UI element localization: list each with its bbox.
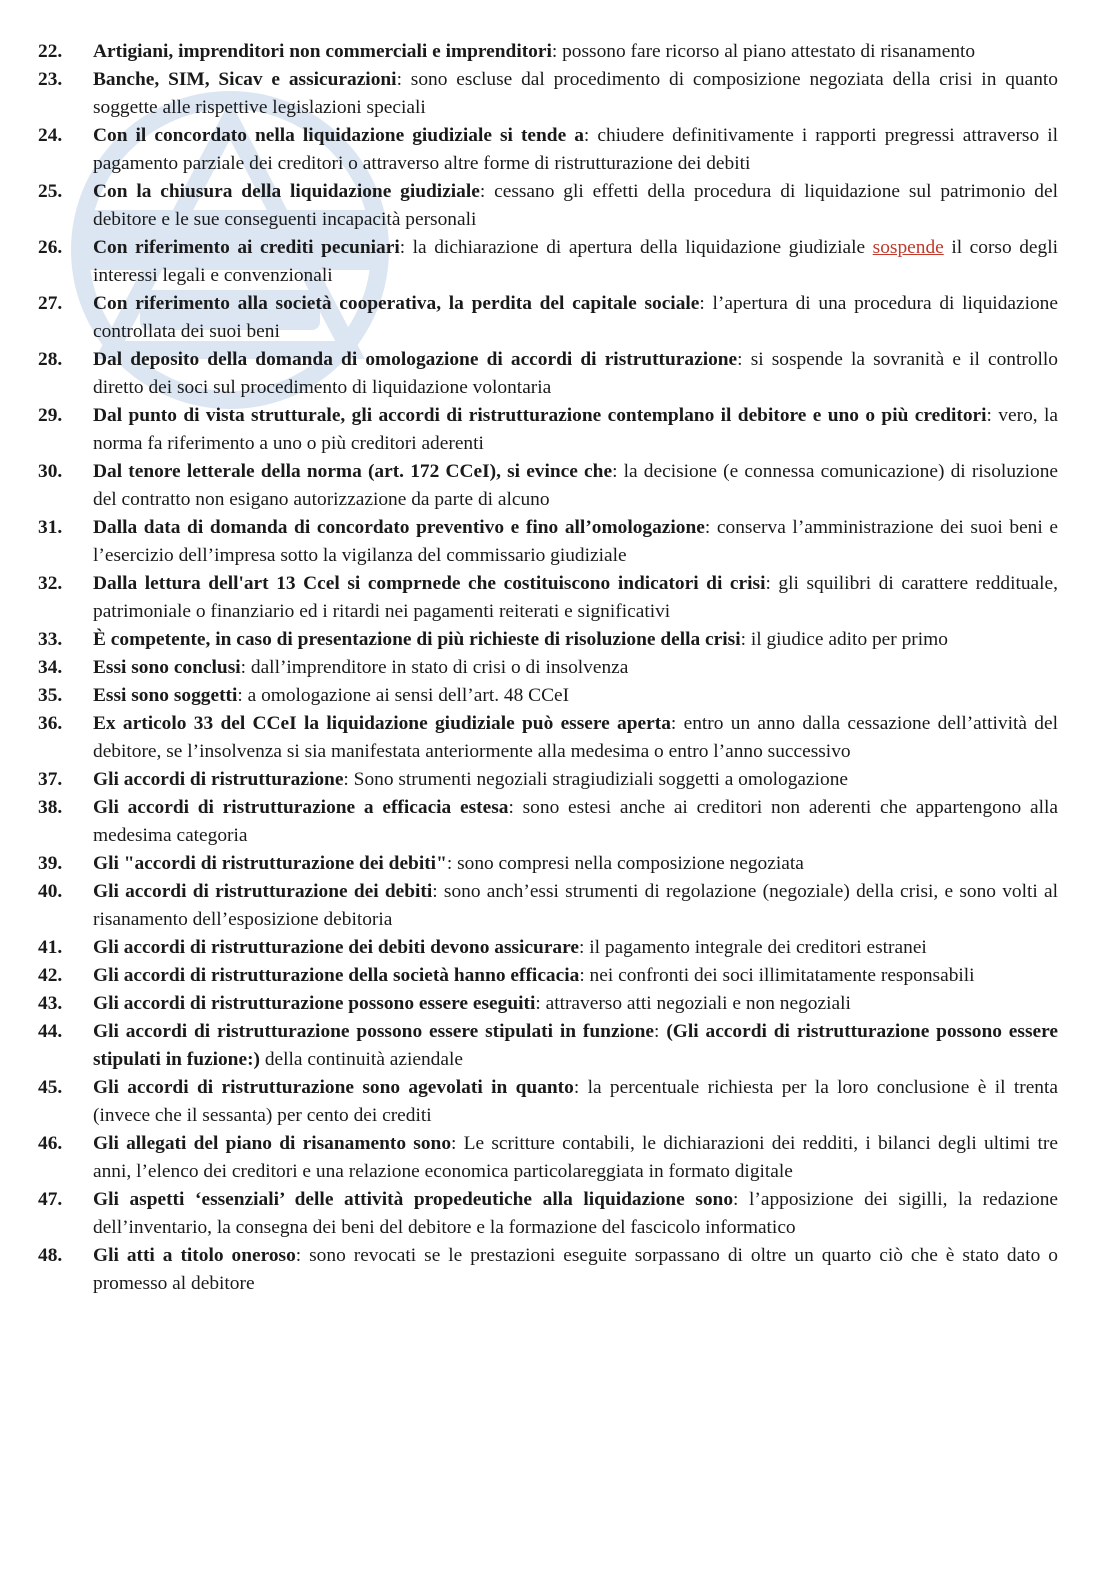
- question-text: Gli allegati del piano di risanamento sono: [93, 1133, 452, 1154]
- answer-text: : sono revocati se le prestazioni eseguite sorpassano di oltre un quarto ciò che è stato dato o promesso al debitore: [93, 1245, 1058, 1294]
- list-item: [38, 122, 1058, 178]
- item-number: 42.: [38, 965, 63, 986]
- question-text: Banche, SIM, Sicav e assicurazioni: [93, 69, 397, 90]
- list-item: [38, 794, 1058, 850]
- item-number: 33.: [38, 629, 63, 650]
- answer-text: : cessano gli effetti della procedura di liquidazione sul patrimonio del debitore e le sue conseguenti incapacità personali: [93, 181, 1058, 230]
- list-item: [38, 962, 1058, 990]
- question-text: Gli accordi di ristrutturazione della società hanno efficacia: [93, 965, 580, 986]
- item-text: [93, 990, 1058, 1018]
- question-text: Dalla data di domanda di concordato preventivo e fino all’omologazione: [93, 517, 705, 538]
- item-number: 35.: [38, 685, 63, 706]
- list-item: [38, 346, 1058, 402]
- answer-text: : attraverso atti negoziali e non negoziali: [535, 993, 851, 1014]
- list-item: [38, 934, 1058, 962]
- item-text: [93, 178, 1058, 234]
- item-number: 44.: [38, 1021, 63, 1042]
- list-item: [38, 458, 1058, 514]
- answer-text: : sono anch’essi strumenti di regolazione (negoziale) della crisi, e sono volti al risanamento dell’esposizione debitoria: [93, 881, 1058, 930]
- item-text: [93, 290, 1058, 346]
- item-text: [93, 794, 1058, 850]
- item-text: [93, 710, 1058, 766]
- item-number: 28.: [38, 349, 63, 370]
- list-item: [38, 38, 1058, 66]
- answer-text: : il giudice adito per primo: [740, 629, 948, 650]
- item-number: 29.: [38, 405, 63, 426]
- item-text: [93, 766, 1058, 794]
- item-text: [93, 346, 1058, 402]
- answer-text: : sono estesi anche ai creditori non aderenti che appartengono alla medesima categoria: [93, 797, 1058, 846]
- answer-text: : dall’imprenditore in stato di crisi o di insolvenza: [240, 657, 629, 678]
- item-text: [93, 122, 1058, 178]
- answer-text: : sono compresi nella composizione negoziata: [446, 853, 804, 874]
- list-item: [38, 178, 1058, 234]
- item-number: 38.: [38, 797, 63, 818]
- item-number: 48.: [38, 1245, 63, 1266]
- item-text: [93, 570, 1058, 626]
- item-number: 41.: [38, 937, 63, 958]
- item-text: [93, 66, 1058, 122]
- question-text: Gli accordi di ristrutturazione a efficacia estesa: [93, 797, 509, 818]
- list-item: [38, 766, 1058, 794]
- list-item: [38, 402, 1058, 458]
- list-item: [38, 710, 1058, 766]
- question-text: Gli accordi di ristrutturazione possono essere eseguiti: [93, 993, 536, 1014]
- item-number: 39.: [38, 853, 63, 874]
- answer-text: : sono escluse dal procedimento di composizione negoziata della crisi in quanto soggette alle rispettive legislazioni speciali: [93, 69, 1058, 118]
- item-number: 24.: [38, 125, 63, 146]
- item-number: 30.: [38, 461, 63, 482]
- question-text: Gli accordi di ristrutturazione sono agevolati in quanto: [93, 1077, 574, 1098]
- item-number: 22.: [38, 41, 63, 62]
- list-item: [38, 570, 1058, 626]
- list-item: [38, 850, 1058, 878]
- question-text: È competente, in caso di presentazione di più richieste di risoluzione della crisi: [93, 629, 741, 650]
- item-number: 23.: [38, 69, 63, 90]
- question-text: Ex articolo 33 del CCeI la liquidazione giudiziale può essere aperta: [93, 713, 671, 734]
- list-item: [38, 654, 1058, 682]
- item-text: [93, 38, 1058, 66]
- item-text: [93, 234, 1058, 290]
- item-text: [93, 1242, 1058, 1298]
- list-item: [38, 514, 1058, 570]
- answer-text: : l’apertura di una procedura di liquidazione controllata dei suoi beni: [93, 293, 1058, 342]
- question-text: Gli accordi di ristrutturazione possono essere stipulati in funzione: [93, 1021, 655, 1042]
- answer-text: : entro un anno dalla cessazione dell’attività del debitore, se l’insolvenza si sia manifestata anteriormente alla medesima o entro l’anno successivo: [93, 713, 1058, 762]
- item-number: 26.: [38, 237, 63, 258]
- question-text: Con il concordato nella liquidazione giudiziale si tende a: [93, 125, 584, 146]
- item-text: [93, 850, 1058, 878]
- item-number: 25.: [38, 181, 63, 202]
- answer-continuation-text: della continuità aziendale: [260, 1049, 463, 1070]
- list-item: [38, 1130, 1058, 1186]
- answer-text: : Sono strumenti negoziali stragiudiziali soggetti a omologazione: [343, 769, 849, 790]
- question-text: Dal punto di vista strutturale, gli accordi di ristrutturazione contemplano il debitore e uno o più creditori: [93, 405, 987, 426]
- item-text: [93, 1186, 1058, 1242]
- answer-text: :: [654, 1021, 667, 1042]
- question-text: Gli aspetti ‘essenziali’ delle attività propedeutiche alla liquidazione sono: [93, 1189, 734, 1210]
- list-item: [38, 626, 1058, 654]
- item-text: [93, 682, 1058, 710]
- list-item: [38, 1018, 1058, 1074]
- item-number: 46.: [38, 1133, 63, 1154]
- item-number: 45.: [38, 1077, 63, 1098]
- list-item: [38, 1186, 1058, 1242]
- answer-text: : gli squilibri di carattere reddituale, patrimoniale o finanziario ed i ritardi nei pagamenti reiterati e significativi: [93, 573, 1058, 622]
- item-text: [93, 934, 1058, 962]
- answer-continuation-text: il corso degli interessi legali e convenzionali: [93, 237, 1058, 286]
- question-text: Essi sono soggetti: [93, 685, 238, 706]
- item-number: 43.: [38, 993, 63, 1014]
- question-text: Gli atti a titolo oneroso: [93, 1245, 296, 1266]
- answer-text: : Le scritture contabili, le dichiarazioni dei redditi, i bilanci degli ultimi tre anni, l’elenco dei creditori e una relazione economica particolareggiata in formato digitale: [93, 1133, 1058, 1182]
- item-text: [93, 1130, 1058, 1186]
- item-text: [93, 458, 1058, 514]
- list-item: [38, 290, 1058, 346]
- item-number: 37.: [38, 769, 63, 790]
- list-item: [38, 234, 1058, 290]
- answer-text: : possono fare ricorso al piano attestato di risanamento: [551, 41, 976, 62]
- answer-text: : nei confronti dei soci illimitatamente responsabili: [579, 965, 975, 986]
- question-text: Dal tenore letterale della norma (art. 172 CCeI), si evince che: [93, 461, 613, 482]
- answer-text: : si sospende la sovranità e il controllo diretto dei soci sul procedimento di liquidazione volontaria: [93, 349, 1058, 398]
- question-text: Gli accordi di ristrutturazione dei debiti: [93, 881, 433, 902]
- answer-text: : conserva l’amministrazione dei suoi beni e l’esercizio dell’impresa sotto la vigilanza del commissario giudiziale: [93, 517, 1058, 566]
- item-number: 32.: [38, 573, 63, 594]
- item-text: [93, 1018, 1058, 1074]
- list-item: [38, 1074, 1058, 1130]
- item-number: 36.: [38, 713, 63, 734]
- item-number: 47.: [38, 1189, 63, 1210]
- question-answer-list: [38, 38, 1058, 1298]
- list-item: [38, 682, 1058, 710]
- question-text: Dalla lettura dell'art 13 Ccel si comprnede che costituiscono indicatori di crisi: [93, 573, 766, 594]
- list-item: [38, 990, 1058, 1018]
- answer-text: : chiudere definitivamente i rapporti pregressi attraverso il pagamento parziale dei creditori o attraverso altre forme di ristrutturazione dei debiti: [93, 125, 1058, 174]
- item-text: [93, 654, 1058, 682]
- answer-text: : il pagamento integrale dei creditori estranei: [579, 937, 927, 958]
- item-text: [93, 962, 1058, 990]
- question-repeat-text: (Gli accordi di ristrutturazione possono essere stipulati in fuzione:): [93, 1021, 1058, 1070]
- item-text: [93, 878, 1058, 934]
- answer-text: : la dichiarazione di apertura della liquidazione giudiziale: [399, 237, 873, 258]
- list-item: [38, 878, 1058, 934]
- question-text: Gli accordi di ristrutturazione dei debiti devono assicurare: [93, 937, 579, 958]
- question-text: Con la chiusura della liquidazione giudiziale: [93, 181, 480, 202]
- question-text: Gli "accordi di ristrutturazione dei debiti": [93, 853, 447, 874]
- answer-text: : la decisione (e connessa comunicazione) di risoluzione del contratto non esigano autorizzazione da parte di alcuno: [93, 461, 1059, 510]
- item-number: 31.: [38, 517, 63, 538]
- item-number: 27.: [38, 293, 63, 314]
- item-text: [93, 1074, 1058, 1130]
- question-text: Gli accordi di ristrutturazione: [93, 769, 344, 790]
- question-text: Con riferimento alla società cooperativa, la perdita del capitale sociale: [93, 293, 700, 314]
- answer-text: : a omologazione ai sensi dell’art. 48 CCeI: [237, 685, 570, 706]
- item-text: [93, 514, 1058, 570]
- highlighted-link[interactable]: sospende: [872, 237, 944, 258]
- question-text: Essi sono conclusi: [93, 657, 241, 678]
- answer-text: : vero, la norma fa riferimento a uno o più creditori aderenti: [93, 405, 1058, 454]
- item-text: [93, 626, 1058, 654]
- question-text: Artigiani, imprenditori non commerciali e imprenditori: [93, 41, 552, 62]
- answer-text: : la percentuale richiesta per la loro conclusione è il trenta (invece che il sessanta) per cento dei crediti: [93, 1077, 1058, 1126]
- question-text: Con riferimento ai crediti pecuniari: [93, 237, 400, 258]
- list-item: [38, 1242, 1058, 1298]
- item-text: [93, 402, 1058, 458]
- question-text: Dal deposito della domanda di omologazione di accordi di ristrutturazione: [93, 349, 738, 370]
- answer-text: : l’apposizione dei sigilli, la redazione dell’inventario, la consegna dei beni del debitore e la formazione del fascicolo informatico: [93, 1189, 1058, 1238]
- item-number: 40.: [38, 881, 63, 902]
- list-item: [38, 66, 1058, 122]
- item-number: 34.: [38, 657, 63, 678]
